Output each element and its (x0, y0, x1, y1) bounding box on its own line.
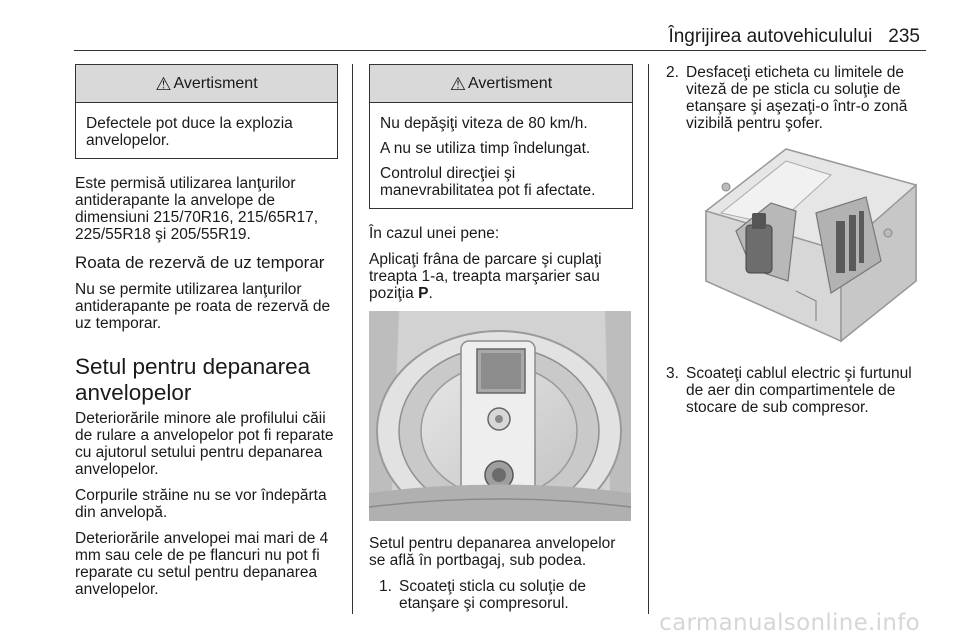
paragraph: Corpurile străine nu se vor îndepărta din anvelopă. (75, 487, 327, 521)
page-number: 235 (888, 26, 920, 47)
warning-title: Avertisment (467, 75, 553, 92)
column-divider (352, 64, 353, 614)
compressor-and-sealant-bottle-illustration (666, 141, 928, 351)
paragraph: Deteriorările minore ale profilului căii de rulare a anvelopelor pot fi reparate cu ajutorul setului pentru depanarea anvelopelor. (75, 410, 334, 478)
warning-header (76, 65, 337, 103)
list-item-step-2: 2. Desfaceţi eticheta cu limitele de viteză de pe sticla cu soluţie de etanşare şi aşezaţi-o într-o zonă vizibilă pentru şofer. (666, 64, 908, 132)
heading-tyre-repair-kit: Setul pentru depanarea anvelopelor (75, 354, 311, 405)
warning-body (370, 103, 632, 208)
subheading-spare-wheel: Roata de rezervă de uz temporar (75, 253, 325, 272)
warning-line: Controlul direcţiei şi manevrabilitatea pot fi afectate. (380, 165, 596, 199)
column-3 (666, 64, 930, 425)
paragraph: Nu se permite utilizarea lanţurilor antiderapante pe roata de rezervă de uz temporar. (75, 281, 331, 332)
paragraph: Aplicaţi frâna de parcare şi cuplaţi treapta 1-a, treapta marşarier sau poziţia P. (369, 251, 602, 302)
watermark: carmanualsonline.info (659, 610, 920, 636)
warning-box (75, 64, 338, 159)
gear-position-p: P (418, 285, 429, 302)
list-item-step-1: 1. Scoateţi sticla cu soluţie de etanşare şi compresorul. (379, 578, 586, 612)
paragraph: Setul pentru depanarea anvelopelor se află în portbagaj, sub podea. (369, 535, 616, 569)
column-1 (75, 64, 338, 607)
section-title: Îngrijirea autovehiculului (668, 26, 873, 47)
paragraph: Este permisă utilizarea lanţurilor antiderapante la anvelope de dimensiuni 215/70R16, 215/65R17, 225/55R18 şi 205/55R19. (75, 175, 319, 243)
header-rule (74, 50, 926, 51)
warning-text: Defectele pot duce la explozia anvelopelor. (86, 115, 293, 149)
list-item-step-3: 3. Scoateţi cablul electric şi furtunul de aer din compartimentele de stocare de sub compresor. (666, 365, 912, 416)
warning-box (369, 64, 633, 209)
column-divider (648, 64, 649, 614)
warning-line: A nu se utiliza timp îndelungat. (380, 140, 591, 157)
paragraph: În cazul unei pene: (369, 225, 500, 242)
trunk-spare-wheel-well-illustration (369, 311, 631, 521)
warning-triangle-icon: ⚠ (449, 73, 466, 94)
column-2 (369, 64, 633, 621)
paragraph: Deteriorările anvelopei mai mari de 4 mm sau cele de pe flancuri nu pot fi reparate cu setul pentru depanarea anvelopelor. (75, 530, 329, 598)
page-header (668, 26, 920, 48)
warning-body (76, 103, 337, 158)
warning-header (370, 65, 632, 103)
warning-title: Avertisment (173, 75, 258, 92)
warning-triangle-icon: ⚠ (155, 73, 172, 94)
warning-line: Nu depăşiţi viteza de 80 km/h. (380, 115, 588, 132)
